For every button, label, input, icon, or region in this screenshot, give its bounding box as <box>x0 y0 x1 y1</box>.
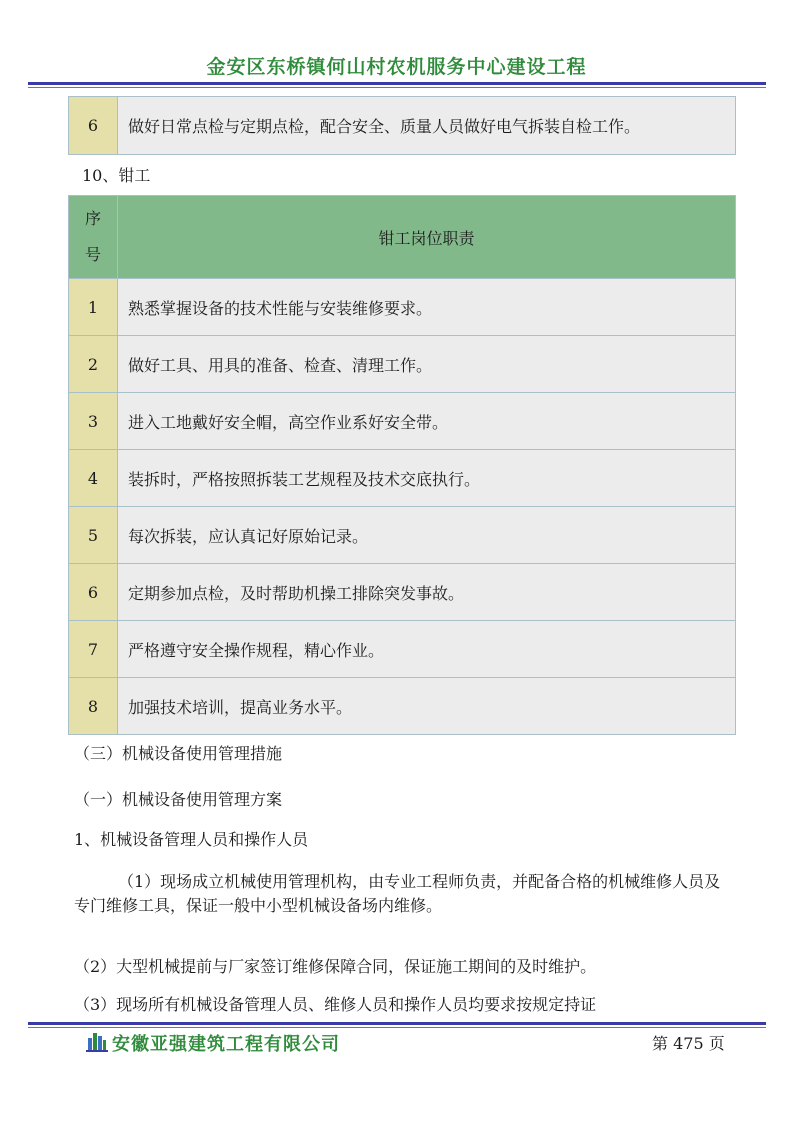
row-number: 8 <box>69 678 118 735</box>
row-number: 4 <box>69 450 118 507</box>
row-number: 6 <box>69 564 118 621</box>
row-number: 3 <box>69 393 118 450</box>
header-rule <box>28 82 766 85</box>
subsection-heading: （一）机械设备使用管理方案 <box>74 790 283 809</box>
table-header-row <box>69 196 736 279</box>
row-text: 严格遵守安全操作规程，精心作业。 <box>118 621 736 678</box>
row-text: 加强技术培训，提高业务水平。 <box>118 678 736 735</box>
row-text: 定期参加点检，及时帮助机操工排除突发事故。 <box>118 564 736 621</box>
footer-rule-thin <box>28 1027 766 1028</box>
column-header-number-text: 序 号 <box>84 209 101 264</box>
table-row <box>69 678 736 735</box>
table-row <box>69 621 736 678</box>
row-text: 每次拆装，应认真记好原始记录。 <box>118 507 736 564</box>
subsection-heading: 1、机械设备管理人员和操作人员 <box>74 830 309 849</box>
footer-company: 安徽亚强建筑工程有限公司 <box>112 1034 340 1055</box>
row-text: 做好日常点检与定期点检，配合安全、质量人员做好电气拆装自检工作。 <box>118 97 736 155</box>
body-paragraph: （2）大型机械提前与厂家签订维修保障合同，保证施工期间的及时维护。 <box>74 957 597 976</box>
row-number: 6 <box>69 97 118 155</box>
column-header-title: 钳工岗位职责 <box>118 196 736 279</box>
table-row <box>69 393 736 450</box>
column-header-number <box>69 196 118 279</box>
row-text: 装拆时，严格按照拆装工艺规程及技术交底执行。 <box>118 450 736 507</box>
table-row <box>69 336 736 393</box>
row-number: 7 <box>69 621 118 678</box>
table-row <box>69 450 736 507</box>
building-logo-icon <box>86 1030 108 1052</box>
table-row <box>69 507 736 564</box>
page-number: 第 475 页 <box>652 1034 725 1053</box>
row-number: 1 <box>69 279 118 336</box>
previous-duty-table <box>68 96 736 155</box>
table-row <box>69 564 736 621</box>
footer-rule <box>28 1022 766 1025</box>
body-paragraph: （1）现场成立机械使用管理机构，由专业工程师负责，并配备合格的机械维修人员及专门维修工具，保证一般中小型机械设备场内维修。 <box>74 872 721 915</box>
header-rule-thin <box>28 87 766 88</box>
body-paragraph: （3）现场所有机械设备管理人员、维修人员和操作人员均要求按规定持证 <box>74 995 597 1014</box>
fitter-duty-table <box>68 195 736 735</box>
row-text: 熟悉掌握设备的技术性能与安装维修要求。 <box>118 279 736 336</box>
row-number: 2 <box>69 336 118 393</box>
row-number: 5 <box>69 507 118 564</box>
table-row <box>69 279 736 336</box>
row-text: 进入工地戴好安全帽，高空作业系好安全带。 <box>118 393 736 450</box>
section-label: 10、钳工 <box>82 166 151 185</box>
table-row <box>69 97 736 155</box>
subsection-heading: （三）机械设备使用管理措施 <box>74 744 283 763</box>
document-header-title: 金安区东桥镇何山村农机服务中心建设工程 <box>206 56 587 78</box>
row-text: 做好工具、用具的准备、检查、清理工作。 <box>118 336 736 393</box>
